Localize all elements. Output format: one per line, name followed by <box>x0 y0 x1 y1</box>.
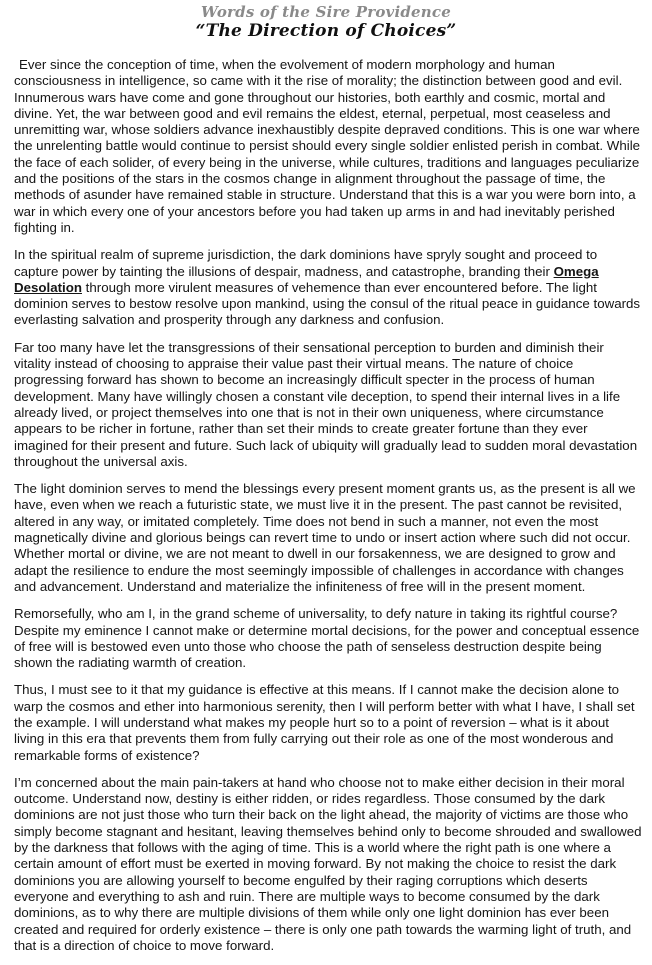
document-subtitle: Words of the Sire Providence <box>201 3 451 21</box>
paragraph-6: Thus, I must see to it that my guidance is effective at this means. If I cannot make the decision alone to warp the cosmos and ether into harmonious serenity, then I will perform better with what I have, I shall set the example. I will understand what makes my people hurt so to a point of reversion – what is it about living in this era that prevents them from fully carrying out their role as one of the most wonderous and remarkable forms of existence? <box>14 682 635 763</box>
paragraph-4: The light dominion serves to mend the blessings every present moment grants us, as the present is all we have, even when we reach a futuristic state, we must live it in the present. The past cannot be revisited, altered in any way, or imitated completely. Time does not bend in such a manner, not even the most magnetically divine and glorious beings can revert time to undo or insert action where such did not occur. Whether mortal or divine, we are not meant to dwell in our forsakenness, we are designed to grow and adapt the resilience to endure the most seemingly impossible of challenges in accordance with changes and advancement. Understand and materialize the infiniteness of free will in the present moment. <box>14 481 636 594</box>
paragraph-2-text-after: through more virulent measures of vehemence than ever encountered before. The light dominion serves to bestow resolve upon mankind, using the consul of the ritual peace in guidance towards everlasting salvation and prosperity through any darkness and confusion. <box>14 279 641 328</box>
paragraph-2 <box>14 247 642 328</box>
document-title: “The Direction of Choices” <box>195 21 457 41</box>
document-body <box>14 57 642 965</box>
paragraph-7: I’m concerned about the main pain-takers at hand who choose not to make either decision in their moral outcome. Understand now, destiny is either ridden, or rides regardless. Those consumed by the dark dominions are not just those who turn their back on the light ahead, the majority of victims are those who simply become stagnant and hesitant, leaving themselves behind only to become shrouded and swallowed by the darkness that follows with the aging of time. This is a world where the right path is one where a certain amount of effort must be exerted in moving forward. By not making the choice to resist the dark dominions you are allowing yourself to become engulfed by their raging corruptions which deserts everyone and everything to ash and ruin. There are multiple ways to become consumed by the dark dominions, as to why there are multiple divisions of them while only one light dominion has ever been created and required for orderly existence – there is only one path towards the warming light of truth, and that is a direction of choice to move forward. <box>14 774 642 953</box>
omega-desolation-emphasis: Omega Desolation <box>14 263 599 295</box>
paragraph-5: Remorsefully, who am I, in the grand scheme of universality, to defy nature in taking its rightful course? Despite my eminence I cannot make or determine mortal decisions, for the power and conceptual essence of free will is bestowed even unto those who choose the path of senseless destruction despite being shown the radiating warmth of creation. <box>14 606 640 671</box>
paragraph-3: Far too many have let the transgressions of their sensational perception to burden and diminish their vitality instead of choosing to appraise their value past their virtual means. The nature of choice progressing forward has shown to become an increasingly difficult specter in the process of human development. Many have willingly chosen a constant vile deception, to spend their internal lives in a life already lived, or project themselves into one that is not in their own uniqueness, where circumstance appears to be richer in fortune, rather than set their minds to create greater fortune than they ever imagined for their present and future. Such lack of ubiquity will gradually lead to sudden moral devastation throughout the universal axis. <box>14 339 638 469</box>
paragraph-2-text-before: In the spiritual realm of supreme jurisdiction, the dark dominions have spryly sought and proceed to capture power by tainting the illusions of despair, madness, and catastrophe, branding their <box>14 247 598 279</box>
paragraph-1: Ever since the conception of time, when the evolvement of modern morphology and human consciousness in intelligence, so came with it the rise of morality; the distinction between good and evil. Innumerous wars have come and gone throughout our histories, both earthly and cosmic, mortal and divine. Yet, the war between good and evil remains the eldest, eternal, perpetual, most ceaseless and unremitting war, whose soldiers advance inexhaustibly despite depraved conditions. This is one war where the unrelenting battle would continue to persist should every single soldier enlisted perish in combat. While the face of each solider, of every being in the universe, while cultures, traditions and languages peculiarize and the positions of the stars in the cosmos change in alignment throughout the passage of time, the methods of asunder have remained stable in structure. Understand that this is a war you were born into, a war in which every one of your ancestors before you had taken up arms in and had inevitably perished fighting in. <box>14 57 641 235</box>
